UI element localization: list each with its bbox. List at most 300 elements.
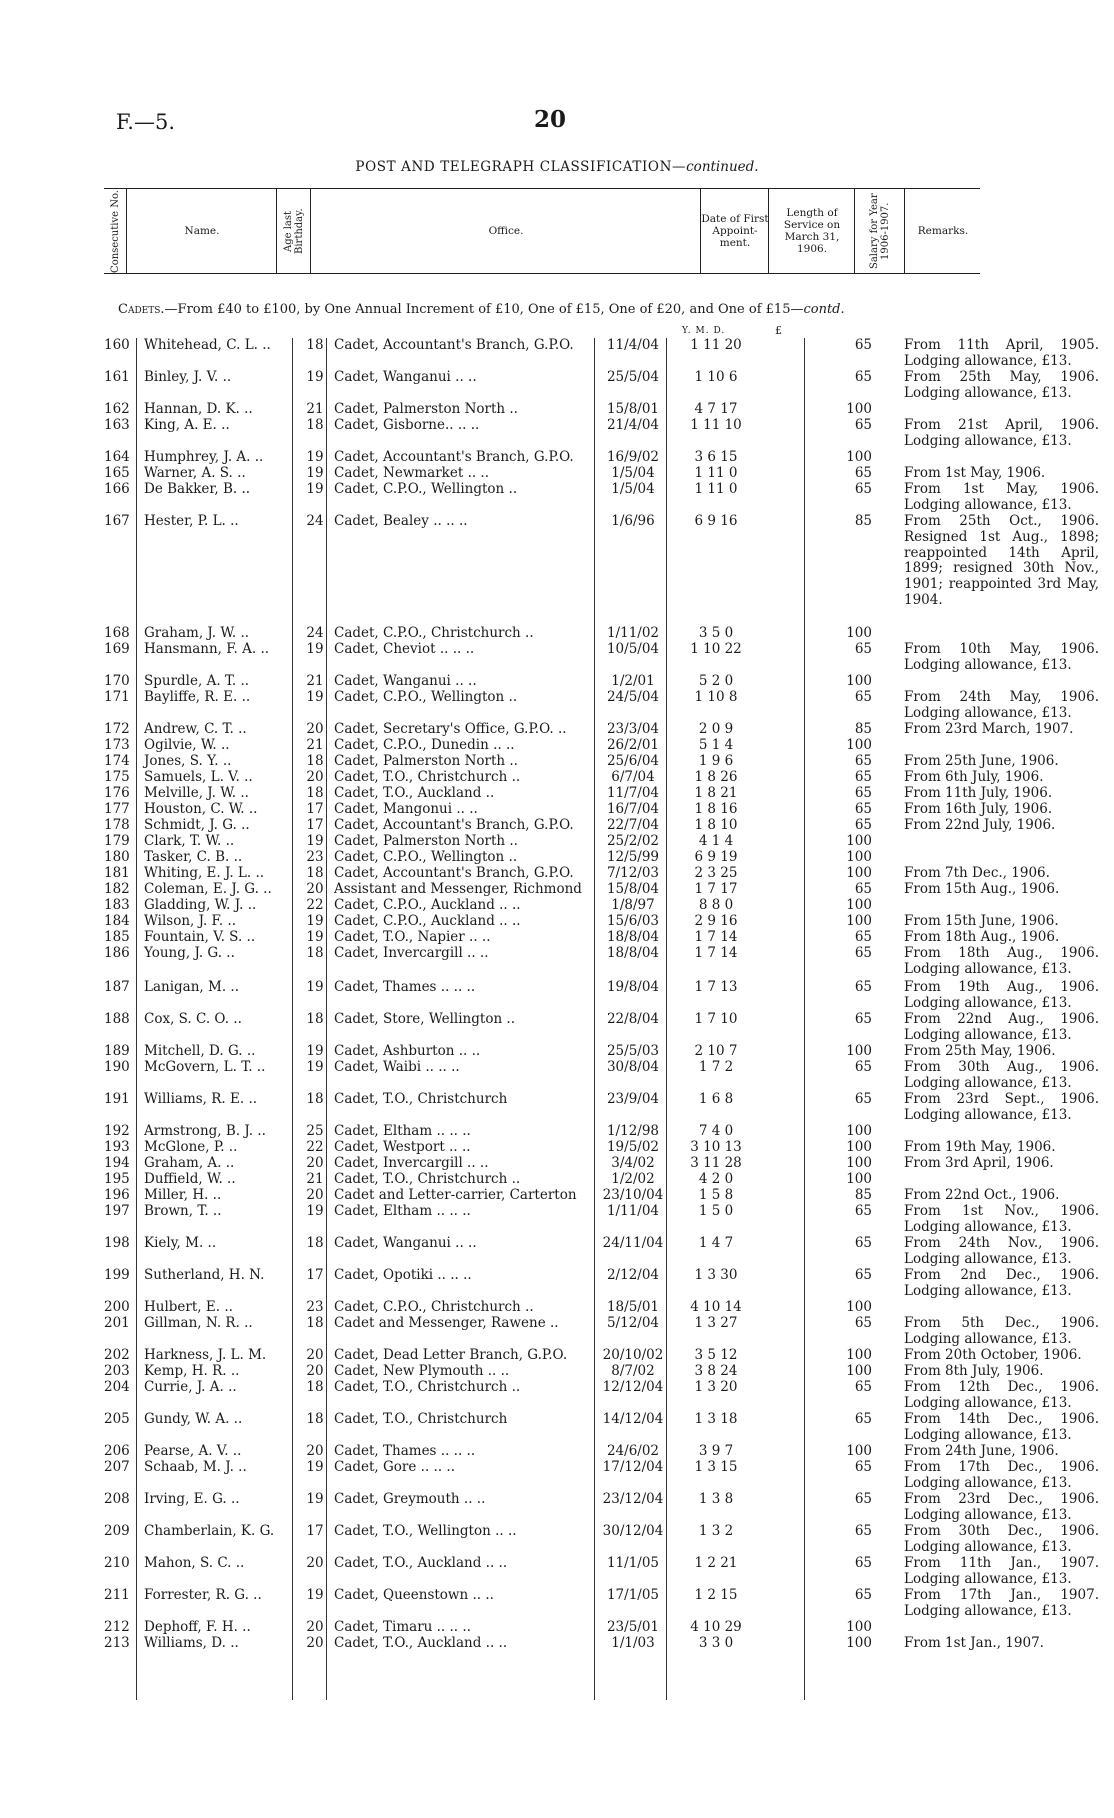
row-age: 19 [306,465,324,481]
row-remarks: From 25th Oct., 1906. Resigned 1st Aug., 1898; reappointed 14th April, 1899; resigned 30th Nov., 1901; reappointed 3rd May, 1904. [904,513,1099,608]
row-name: Miller, H. .. [144,1187,222,1203]
row-office: Cadet, T.O., Auckland .. [334,785,495,801]
row-office: Cadet, Bealey .. .. .. [334,513,468,529]
row-office: Cadet, C.P.O., Auckland .. .. [334,913,521,929]
row-name: Spurdle, A. T. .. [144,673,250,689]
row-office: Cadet, Thames .. .. .. [334,979,476,995]
row-salary: 65 [854,929,872,945]
row-date: 24/11/04 [602,1235,664,1251]
row-length-of-service: 4 10 14 [690,1299,742,1315]
row-office: Cadet, T.O., Christchurch [334,1411,508,1427]
row-salary: 100 [846,833,872,849]
row-office: Cadet, Gisborne.. .. .. [334,417,480,433]
row-name: Sutherland, H. N. [144,1267,265,1283]
row-length-of-service: 1 8 10 [694,817,738,833]
row-number: 204 [104,1379,130,1395]
row-number: 205 [104,1411,130,1427]
row-date: 1/11/04 [606,1203,660,1219]
row-number: 195 [104,1171,130,1187]
row-length-of-service: 6 9 16 [694,513,738,529]
row-name: Lanigan, M. .. [144,979,239,995]
row-age: 19 [306,641,324,657]
row-name: Warner, A. S. .. [144,465,246,481]
row-age: 19 [306,449,324,465]
row-age: 20 [306,721,324,737]
row-length-of-service: 1 11 0 [694,481,738,497]
row-number: 177 [104,801,130,817]
row-length-of-service: 3 6 15 [694,449,738,465]
row-age: 17 [306,801,324,817]
row-name: Tasker, C. B. .. [144,849,243,865]
header-length: Length of Service on March 31, 1906. [768,189,855,273]
row-number: 209 [104,1523,130,1539]
row-number: 212 [104,1619,130,1635]
row-age: 20 [306,1619,324,1635]
row-age: 25 [306,1123,324,1139]
section-heading [118,302,845,317]
row-age: 21 [306,673,324,689]
row-salary: 65 [854,337,872,353]
row-age: 20 [306,1347,324,1363]
row-salary: 65 [854,417,872,433]
row-salary: 65 [854,945,872,961]
row-length-of-service: 1 9 6 [698,753,734,769]
row-number: 183 [104,897,130,913]
row-name: Graham, A. .. [144,1155,235,1171]
row-number: 180 [104,849,130,865]
row-age: 23 [306,849,324,865]
row-name: Melville, J. W. .. [144,785,249,801]
row-salary: 65 [854,641,872,657]
row-name: Andrew, C. T. .. [144,721,247,737]
row-office: Cadet, Wanganui .. .. [334,369,477,385]
row-date: 8/7/02 [611,1363,655,1379]
row-salary: 65 [854,1411,872,1427]
row-number: 184 [104,913,130,929]
row-name: Chamberlain, K. G. [144,1523,275,1539]
row-date: 15/8/04 [606,881,660,897]
row-date: 16/9/02 [606,449,660,465]
row-office: Cadet, Westport .. .. [334,1139,471,1155]
row-salary: 65 [854,1491,872,1507]
row-age: 19 [306,1203,324,1219]
row-remarks: From 1st Jan., 1907. [904,1635,1044,1651]
row-remarks: From 11th July, 1906. [904,785,1053,801]
row-office: Cadet, Ashburton .. .. [334,1043,481,1059]
row-remarks: From 16th July, 1906. [904,801,1053,817]
row-length-of-service: 8 8 0 [698,897,734,913]
row-date: 19/8/04 [606,979,660,995]
row-remarks: From 24th May, 1906. Lodging allowance, £13. [904,689,1099,721]
row-remarks: From 1st May, 1906. Lodging allowance, £13. [904,481,1099,513]
row-office: Cadet, Dead Letter Branch, G.P.O. [334,1347,568,1363]
row-number: 166 [104,481,130,497]
row-number: 213 [104,1635,130,1651]
row-date: 1/5/04 [611,465,655,481]
row-name: Currie, J. A. .. [144,1379,237,1395]
row-salary: 85 [854,513,872,529]
row-length-of-service: 1 7 10 [694,1011,738,1027]
row-number: 211 [104,1587,130,1603]
row-age: 24 [306,513,324,529]
row-number: 164 [104,449,130,465]
row-age: 19 [306,1459,324,1475]
header-remarks: Remarks. [904,189,981,273]
row-name: Brown, T. .. [144,1203,222,1219]
row-age: 20 [306,1635,324,1651]
row-length-of-service: 7 4 0 [698,1123,734,1139]
row-remarks: From 30th Aug., 1906. Lodging allowance, £13. [904,1059,1099,1091]
row-length-of-service: 4 10 29 [690,1619,742,1635]
row-name: Graham, J. W. .. [144,625,250,641]
row-date: 15/8/01 [606,401,660,417]
row-number: 196 [104,1187,130,1203]
row-office: Cadet, Newmarket .. .. [334,465,490,481]
row-number: 201 [104,1315,130,1331]
row-name: Harkness, J. L. M. [144,1347,267,1363]
row-date: 25/2/02 [606,833,660,849]
row-age: 19 [306,1587,324,1603]
row-name: Gillman, N. R. .. [144,1315,253,1331]
row-name: Clark, T. W. .. [144,833,235,849]
row-number: 187 [104,979,130,995]
row-remarks: From 10th May, 1906. Lodging allowance, £13. [904,641,1099,673]
row-length-of-service: 1 2 21 [694,1555,738,1571]
row-length-of-service: 1 3 30 [694,1267,738,1283]
row-length-of-service: 4 7 17 [694,401,738,417]
row-office: Cadet, Eltham .. .. .. [334,1123,471,1139]
row-date: 1/5/04 [611,481,655,497]
row-date: 15/6/03 [606,913,660,929]
row-name: Jones, S. Y. .. [144,753,232,769]
row-date: 19/5/02 [606,1139,660,1155]
row-number: 176 [104,785,130,801]
page-title [0,159,1114,175]
row-date: 1/2/02 [611,1171,655,1187]
row-number: 190 [104,1059,130,1075]
row-length-of-service: 6 9 19 [694,849,738,865]
row-name: Binley, J. V. .. [144,369,232,385]
row-age: 18 [306,417,324,433]
row-salary: 65 [854,801,872,817]
row-length-of-service: 1 10 8 [694,689,738,705]
row-age: 18 [306,785,324,801]
row-salary: 65 [854,1203,872,1219]
row-remarks: From 19th Aug., 1906. Lodging allowance, £13. [904,979,1099,1011]
row-length-of-service: 3 8 24 [694,1363,738,1379]
row-number: 172 [104,721,130,737]
row-salary: 65 [854,881,872,897]
row-length-of-service: 3 11 28 [690,1155,742,1171]
row-name: Pearse, A. V. .. [144,1443,242,1459]
row-date: 1/8/97 [611,897,655,913]
row-age: 21 [306,401,324,417]
row-name: Ogilvie, W. .. [144,737,230,753]
row-remarks: From 17th Jan., 1907. Lodging allowance, £13. [904,1587,1099,1619]
row-length-of-service: 1 3 15 [694,1459,738,1475]
row-date: 30/8/04 [606,1059,660,1075]
row-remarks: From 25th May, 1906. [904,1043,1056,1059]
page-title-continued: continued. [686,159,759,175]
row-length-of-service: 1 7 13 [694,979,738,995]
row-number: 200 [104,1299,130,1315]
row-age: 20 [306,1187,324,1203]
row-name: De Bakker, B. .. [144,481,251,497]
row-name: Hannan, D. K. .. [144,401,253,417]
row-number: 188 [104,1011,130,1027]
row-office: Cadet, New Plymouth .. .. [334,1363,510,1379]
row-age: 19 [306,481,324,497]
row-length-of-service: 1 4 7 [698,1235,734,1251]
row-office: Cadet, Thames .. .. .. [334,1443,476,1459]
row-remarks: From 6th July, 1906. [904,769,1044,785]
row-office: Cadet, Secretary's Office, G.P.O. .. [334,721,567,737]
row-age: 19 [306,1491,324,1507]
row-length-of-service: 1 3 27 [694,1315,738,1331]
row-age: 18 [306,1379,324,1395]
row-office: Cadet, Wanganui .. .. [334,1235,477,1251]
row-salary: 65 [854,481,872,497]
row-date: 30/12/04 [602,1523,664,1539]
row-date: 3/4/02 [611,1155,655,1171]
row-date: 1/6/96 [611,513,655,529]
row-office: Cadet, T.O., Napier .. .. [334,929,491,945]
row-remarks: From 25th May, 1906. Lodging allowance, £13. [904,369,1099,401]
row-office: Cadet, Opotiki .. .. .. [334,1267,472,1283]
row-age: 18 [306,1091,324,1107]
row-length-of-service: 5 1 4 [698,737,734,753]
row-name: Hulbert, E. .. [144,1299,233,1315]
row-number: 189 [104,1043,130,1059]
row-date: 1/2/01 [611,673,655,689]
row-date: 23/5/01 [606,1619,660,1635]
row-salary: 65 [854,979,872,995]
row-remarks: From 30th Dec., 1906. Lodging allowance, £13. [904,1523,1099,1555]
row-name: Dephoff, F. H. .. [144,1619,251,1635]
row-office: Cadet, Palmerston North .. [334,753,518,769]
row-length-of-service: 1 8 26 [694,769,738,785]
row-remarks: From 22nd July, 1906. [904,817,1056,833]
row-age: 18 [306,1315,324,1331]
row-date: 12/5/99 [606,849,660,865]
row-number: 206 [104,1443,130,1459]
row-length-of-service: 4 2 0 [698,1171,734,1187]
row-remarks: From 18th Aug., 1906. [904,929,1060,945]
row-number: 203 [104,1363,130,1379]
row-name: Gundy, W. A. .. [144,1411,243,1427]
header-name: Name. [126,189,277,273]
row-length-of-service: 1 11 20 [690,337,742,353]
row-age: 22 [306,1139,324,1155]
row-number: 167 [104,513,130,529]
row-length-of-service: 3 10 13 [690,1139,742,1155]
row-salary: 100 [846,1363,872,1379]
row-salary: 100 [846,1635,872,1651]
row-length-of-service: 2 10 7 [694,1043,738,1059]
row-remarks: From 23rd Sept., 1906. Lodging allowance, £13. [904,1091,1099,1123]
row-age: 19 [306,689,324,705]
header-salary: Salary for Year 1906-1907. [854,189,905,273]
row-salary: 100 [846,625,872,641]
row-number: 185 [104,929,130,945]
row-name: Hansmann, F. A. .. [144,641,270,657]
row-age: 20 [306,1443,324,1459]
document-reference: F.—5. [116,110,176,134]
row-remarks: From 23rd March, 1907. [904,721,1074,737]
row-age: 20 [306,1155,324,1171]
row-salary: 100 [846,1123,872,1139]
row-number: 182 [104,881,130,897]
row-office: Cadet, C.P.O., Auckland .. .. [334,897,521,913]
row-remarks: From 25th June, 1906. [904,753,1059,769]
row-salary: 65 [854,753,872,769]
row-salary: 100 [846,849,872,865]
row-remarks: From 17th Dec., 1906. Lodging allowance, £13. [904,1459,1099,1491]
row-length-of-service: 3 5 12 [694,1347,738,1363]
row-number: 178 [104,817,130,833]
row-remarks: From 18th Aug., 1906. Lodging allowance, £13. [904,945,1099,977]
row-number: 181 [104,865,130,881]
row-age: 18 [306,865,324,881]
row-office: Cadet, Invercargill .. .. [334,1155,489,1171]
row-office: Cadet, Gore .. .. .. [334,1459,455,1475]
row-name: Williams, D. .. [144,1635,239,1651]
row-number: 207 [104,1459,130,1475]
row-name: Armstrong, B. J. .. [144,1123,266,1139]
row-age: 19 [306,1043,324,1059]
row-date: 1/12/98 [606,1123,660,1139]
row-number: 193 [104,1139,130,1155]
row-date: 1/11/02 [606,625,660,641]
row-office: Cadet, C.P.O., Wellington .. [334,689,518,705]
row-remarks: From 14th Dec., 1906. Lodging allowance, £13. [904,1411,1099,1443]
row-length-of-service: 1 10 6 [694,369,738,385]
row-office: Cadet, Cheviot .. .. .. [334,641,475,657]
row-length-of-service: 2 0 9 [698,721,734,737]
row-office: Cadet, C.P.O., Wellington .. [334,849,518,865]
row-date: 16/7/04 [606,801,660,817]
row-length-of-service: 1 2 15 [694,1587,738,1603]
row-date: 14/12/04 [602,1411,664,1427]
row-length-of-service: 1 6 8 [698,1091,734,1107]
row-remarks: From 11th Jan., 1907. Lodging allowance, £13. [904,1555,1099,1587]
row-office: Cadet, Mangonui .. .. [334,801,478,817]
row-salary: 100 [846,737,872,753]
row-office: Cadet and Letter-carrier, Carterton [334,1187,577,1203]
row-office: Cadet, T.O., Auckland .. .. [334,1635,508,1651]
row-name: Young, J. G. .. [144,945,235,961]
row-length-of-service: 3 9 7 [698,1443,734,1459]
row-salary: 65 [854,1267,872,1283]
row-remarks: From 20th October, 1906. [904,1347,1082,1363]
row-name: Mahon, S. C. .. [144,1555,245,1571]
row-length-of-service: 4 1 4 [698,833,734,849]
row-age: 17 [306,1523,324,1539]
units-pound: £ [775,324,782,337]
row-date: 11/1/05 [606,1555,660,1571]
row-length-of-service: 1 7 2 [698,1059,734,1075]
row-remarks: From 22nd Aug., 1906. Lodging allowance, £13. [904,1011,1099,1043]
row-name: King, A. E. .. [144,417,230,433]
row-name: McGovern, L. T. .. [144,1059,266,1075]
row-number: 198 [104,1235,130,1251]
row-date: 26/2/01 [606,737,660,753]
row-office: Cadet, T.O., Christchurch [334,1091,508,1107]
row-salary: 100 [846,865,872,881]
row-salary: 65 [854,689,872,705]
row-age: 19 [306,913,324,929]
row-number: 191 [104,1091,130,1107]
row-number: 162 [104,401,130,417]
row-office: Cadet, T.O., Christchurch .. [334,1171,521,1187]
row-office: Cadet, Wanganui .. .. [334,673,477,689]
row-length-of-service: 5 2 0 [698,673,734,689]
row-office: Cadet, C.P.O., Dunedin .. .. [334,737,515,753]
row-date: 20/10/02 [602,1347,664,1363]
classification-table [104,337,1099,1698]
row-number: 160 [104,337,130,353]
header-date: Date of First Appoint-ment. [700,189,769,273]
row-number: 197 [104,1203,130,1219]
row-salary: 65 [854,465,872,481]
row-age: 18 [306,945,324,961]
row-length-of-service: 1 5 0 [698,1203,734,1219]
row-number: 165 [104,465,130,481]
row-salary: 65 [854,1587,872,1603]
row-remarks: From 5th Dec., 1906. Lodging allowance, £13. [904,1315,1099,1347]
row-salary: 100 [846,1155,872,1171]
row-number: 210 [104,1555,130,1571]
row-age: 20 [306,1363,324,1379]
row-office: Cadet, Accountant's Branch, G.P.O. [334,817,574,833]
row-office: Cadet, Accountant's Branch, G.P.O. [334,449,574,465]
row-salary: 65 [854,769,872,785]
row-date: 18/5/01 [606,1299,660,1315]
row-date: 25/6/04 [606,753,660,769]
row-name: McGlone, P. .. [144,1139,238,1155]
row-date: 17/1/05 [606,1587,660,1603]
row-date: 21/4/04 [606,417,660,433]
section-continued: contd. [803,302,845,317]
row-name: Irving, E. G. .. [144,1491,240,1507]
row-number: 194 [104,1155,130,1171]
row-remarks: From 11th April, 1905. Lodging allowance, £13. [904,337,1099,369]
row-office: Cadet, Store, Wellington .. [334,1011,516,1027]
row-salary: 65 [854,1235,872,1251]
row-salary: 100 [846,1299,872,1315]
header-age: Age last Birthday. [276,189,311,273]
row-name: Hester, P. L. .. [144,513,239,529]
row-length-of-service: 1 7 14 [694,945,738,961]
row-salary: 65 [854,369,872,385]
row-remarks: From 24th Nov., 1906. Lodging allowance, £13. [904,1235,1099,1267]
row-length-of-service: 1 11 10 [690,417,742,433]
row-length-of-service: 1 7 17 [694,881,738,897]
row-number: 202 [104,1347,130,1363]
row-salary: 100 [846,449,872,465]
row-name: Samuels, L. V. .. [144,769,253,785]
row-date: 23/9/04 [606,1091,660,1107]
row-office: Cadet, T.O., Wellington .. .. [334,1523,517,1539]
row-age: 19 [306,1059,324,1075]
header-consecutive-no: Consecutive No. [109,189,121,273]
row-date: 25/5/03 [606,1043,660,1059]
row-name: Whitehead, C. L. .. [144,337,271,353]
row-age: 18 [306,337,324,353]
row-age: 19 [306,979,324,995]
row-length-of-service: 1 3 8 [698,1491,734,1507]
row-name: Whiting, E. J. L. .. [144,865,265,881]
